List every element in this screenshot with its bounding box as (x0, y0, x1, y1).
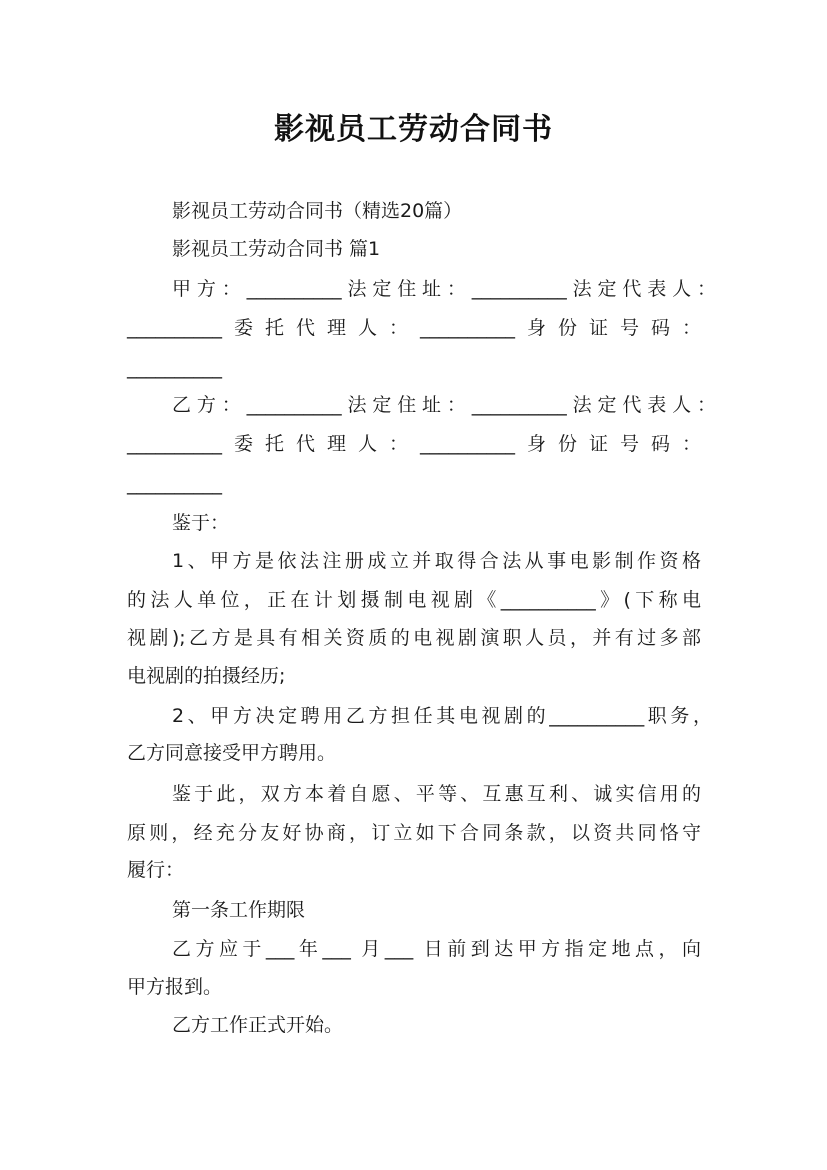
paragraph-line: 电视剧的拍摄经历; (127, 665, 286, 687)
subtitle-line: 影视员工劳动合同书（精选20篇） (172, 200, 463, 222)
paragraph-line: 甲方报到。 (127, 976, 223, 998)
paragraph-line: 2、甲方决定聘用乙方担任其电视剧的__________职务， (172, 705, 712, 727)
section-heading: 影视员工劳动合同书 篇1 (172, 238, 381, 260)
whereas-heading: 鉴于： (172, 512, 230, 534)
party-a-line-2: __________委托代理人：__________身份证号码： (127, 317, 701, 339)
paragraph-line: 鉴于此，双方本着自愿、平等、互惠互利、诚实信用的 (172, 783, 701, 805)
paragraph-line: 1、甲方是依法注册成立并取得合法从事电影制作资格 (172, 550, 701, 572)
paragraph-line: 乙方同意接受甲方聘用。 (127, 742, 337, 764)
paragraph-line: 视剧);乙方是具有相关资质的电视剧演职人员，并有过多部 (127, 627, 701, 649)
paragraph-line: 乙方应于___年___ 月___ 日前到达甲方指定地点，向 (172, 938, 701, 960)
document-title: 影视员工劳动合同书 (274, 112, 553, 147)
paragraph-line: 履行： (127, 859, 185, 881)
party-a-line-1: 甲方：__________法定住址：__________法定代表人： (172, 278, 716, 300)
paragraph-line: 原则，经充分友好协商，订立如下合同条款，以资共同恪守 (127, 822, 701, 844)
paragraph-line: 的法人单位，正在计划摄制电视剧《__________》(下称电 (127, 589, 701, 611)
party-a-line-3: __________ (127, 357, 222, 379)
article-heading: 第一条工作期限 (172, 899, 306, 921)
party-b-line-2: __________委托代理人：__________身份证号码： (127, 433, 701, 455)
party-b-line-3: __________ (127, 473, 222, 495)
party-b-line-1: 乙方：__________法定住址：__________法定代表人： (172, 394, 716, 416)
paragraph-line: 乙方工作正式开始。 (172, 1014, 344, 1036)
